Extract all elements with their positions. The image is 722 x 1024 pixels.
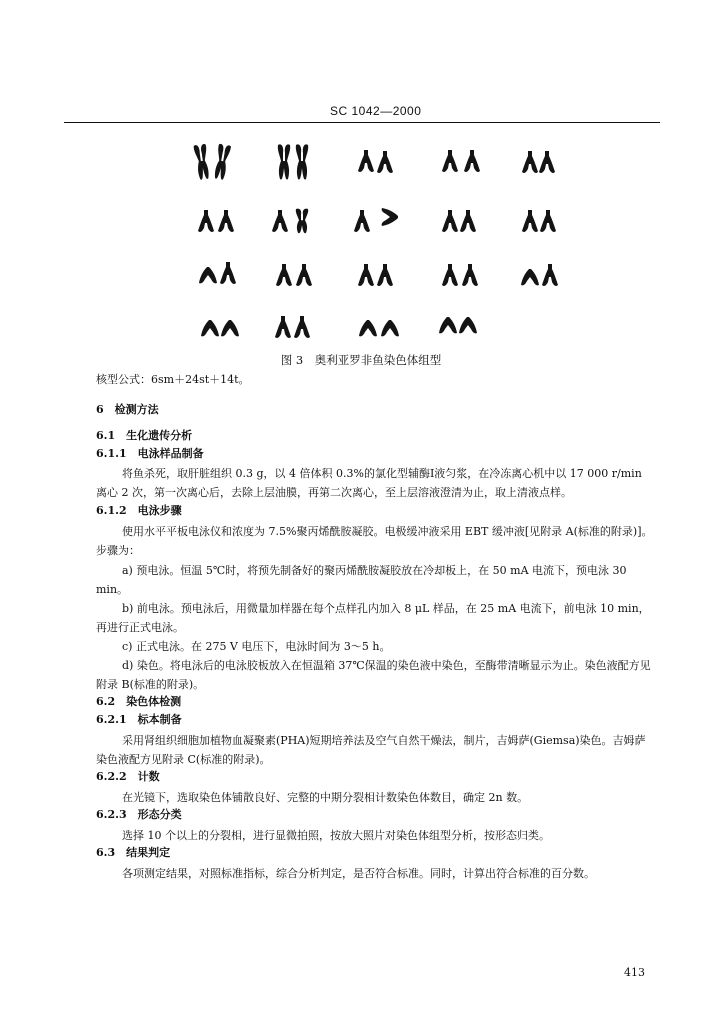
section-6-1-heading: 6.1 生化遗传分析 [96,429,193,442]
section-6-1-1-heading: 6.1.1 电泳样品制备 [96,447,204,460]
paragraph-6-2-3: 选择 10 个以上的分裂相，进行显微拍照，按放大照片对染色体组型分析，按形态归类。 [122,829,550,842]
chromosome-pair-12 [276,264,312,286]
chromosome-pair-16 [201,320,239,336]
paragraph-6-1-2: 使用水平平板电泳仪和浓度为 7.5%聚丙烯酰胺凝胶。电极缓冲液采用 EBT 缓冲液[见附录 A(标准的附录)]。步骤为： [96,525,653,557]
paragraph-6-3: 各项测定结果，对照标准指标，综合分析判定，是否符合标准。同时，计算出符合标准的百分数。 [122,867,595,880]
standard-code: SC 1042—2000 [330,104,422,118]
section-6-2-2-heading: 6.2.2 计数 [96,770,160,783]
chromosome-pair-10 [522,210,556,232]
chromosome-pair-19 [439,317,477,333]
chromosome-pair-18 [359,320,399,336]
chromosome-pair-14 [442,264,478,286]
chromosome-pair-6 [198,210,234,232]
section-6-3-heading: 6.3 结果判定 [96,846,171,859]
chromosome-pair-15 [521,264,558,286]
paragraph-6-1-1: 将鱼杀死，取肝脏组织 0.3 g，以 4 倍体积 0.3%的氯化型辅酶Ⅰ液匀浆，在冷冻离心机中以 17 000 r/min 离心 2 次，第一次离心后，去除上层油膜，再第二次离心，至上层溶液澄清为止，取上清液点样。 [96,467,642,499]
karyotype-formula: 核型公式：6sm＋24st＋14t。 [96,373,250,386]
header-rule [64,122,660,123]
step-d: d) 染色。将电泳后的电泳胶板放入在恒温箱 37℃保温的染色液中染色，至酶带清晰显示为止。染色液配方见附录 B(标准的附录)。 [96,659,651,691]
karyotype-figure [180,135,580,345]
section-6-heading: 6 检测方法 [96,403,159,416]
figure-caption: 图 3 奥利亚罗非鱼染色体组型 [280,353,442,367]
step-b: b) 前电泳。预电泳后，用微量加样器在每个点样孔内加入 8 μL 样品，在 25 mA 电流下，前电泳 10 min，再进行正式电泳。 [96,602,650,634]
chromosome-pair-5 [522,151,555,173]
step-a: a) 预电泳。恒温 5℃时，将预先制备好的聚丙烯酰胺凝胶放在冷却板上，在 50 mA 电流下，预电泳 30 min。 [96,564,627,596]
paragraph-6-2-2: 在光镜下，选取染色体铺散良好、完整的中期分裂相计数染色体数目，确定 2n 数。 [122,791,529,804]
section-6-2-heading: 6.2 染色体检测 [96,695,182,708]
section-6-2-1-heading: 6.2.1 标本制备 [96,713,182,726]
chromosome-pair-11 [199,262,236,284]
chromosome-pair-4 [442,150,480,172]
chromosome-pair-17 [275,316,310,338]
chromosome-pair-1 [193,144,231,181]
section-6-1-2-heading: 6.1.2 电泳步骤 [96,504,182,517]
chromosome-pair-2 [278,144,308,179]
chromosome-pair-8 [354,208,398,232]
chromosome-pair-13 [358,264,393,286]
page-number: 413 [624,966,645,979]
step-c: c) 正式电泳。在 275 V 电压下，电泳时间为 3～5 h。 [122,640,391,653]
chromosome-pair-7 [272,209,308,234]
chromosome-pair-9 [442,210,476,232]
section-6-2-3-heading: 6.2.3 形态分类 [96,808,182,821]
paragraph-6-2-1: 采用肾组织细胞加植物血凝聚素(PHA)短期培养法及空气自然干燥法，制片，吉姆萨(Giemsa)染色。吉姆萨染色液配方见附录 C(标准的附录)。 [96,734,646,766]
chromosome-pair-3 [358,150,393,173]
